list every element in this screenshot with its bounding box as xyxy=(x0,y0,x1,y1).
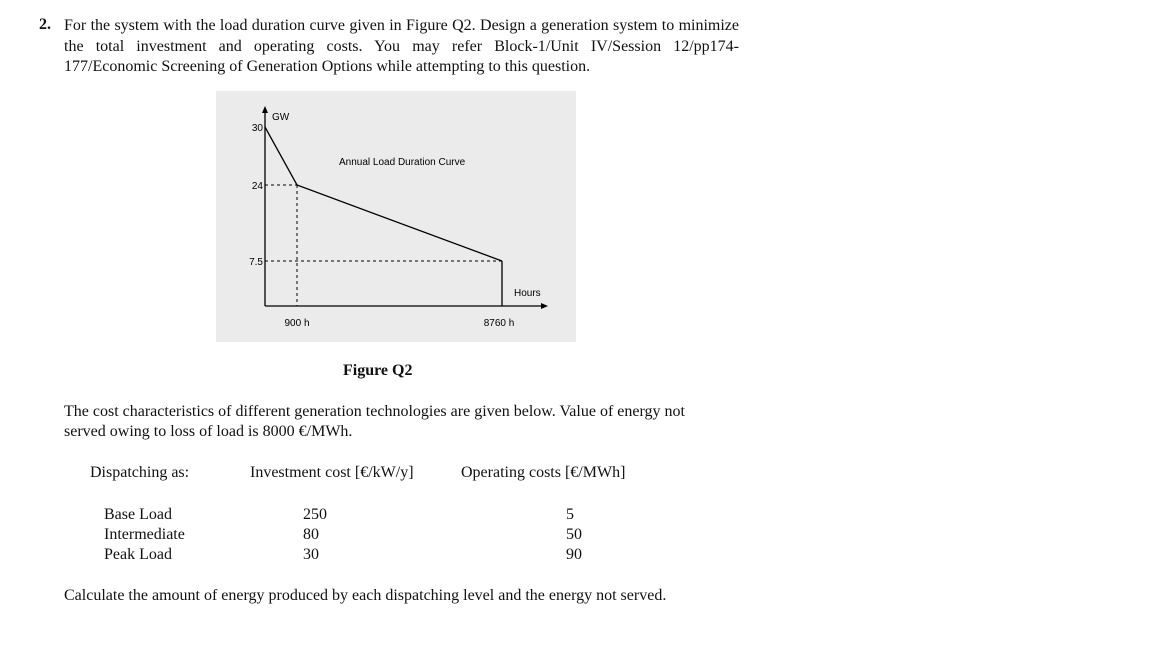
table-cell-investment: 80 xyxy=(303,526,319,543)
table-header-dispatch: Dispatching as: xyxy=(90,464,190,481)
figure-caption: Figure Q2 xyxy=(343,362,413,379)
table-row-label: Base Load xyxy=(104,506,172,523)
x-axis-arrow xyxy=(541,303,548,309)
x-axis-label: Hours xyxy=(514,288,541,299)
table-cell-operating: 50 xyxy=(566,526,582,543)
table-header-investment: Investment cost [€/kW/y] xyxy=(250,464,414,481)
question-text: For the system with the load duration curve given in Figure Q2. Design a generation system to minimize the total investment and operating costs. You may refer Block-1/Unit IV/Session 12/pp174-177/Economic Screening of Generation Options while attempting to this question. xyxy=(64,17,739,75)
table-row-label: Peak Load xyxy=(104,546,172,563)
y-tick-24: 24 xyxy=(251,181,263,192)
load-duration-figure xyxy=(216,91,576,342)
y-tick-30: 30 xyxy=(251,123,263,134)
x-tick-900: 900 h xyxy=(284,318,310,329)
chart-title: Annual Load Duration Curve xyxy=(339,157,466,168)
table-cell-operating: 90 xyxy=(566,546,582,563)
table-cell-investment: 30 xyxy=(303,546,319,563)
table-row-label: Intermediate xyxy=(104,526,185,543)
table-header-operating: Operating costs [€/MWh] xyxy=(461,464,626,481)
closing-instruction: Calculate the amount of energy produced by each dispatching level and the energy not served. xyxy=(64,587,667,604)
y-tick-7-5: 7.5 xyxy=(249,257,263,268)
cost-intro: The cost characteristics of different generation technologies are given below. Value of energy not served owing to loss of load is 8000 €/MWh. xyxy=(64,403,685,440)
table-cell-operating: 5 xyxy=(566,506,574,523)
y-axis-label: GW xyxy=(272,112,290,123)
y-axis-arrow xyxy=(262,106,268,113)
question-number: 2. xyxy=(39,16,51,33)
load-duration-chart xyxy=(216,91,576,342)
load-duration-curve xyxy=(265,127,502,261)
x-tick-8760: 8760 h xyxy=(483,318,515,329)
table-cell-investment: 250 xyxy=(303,506,327,523)
